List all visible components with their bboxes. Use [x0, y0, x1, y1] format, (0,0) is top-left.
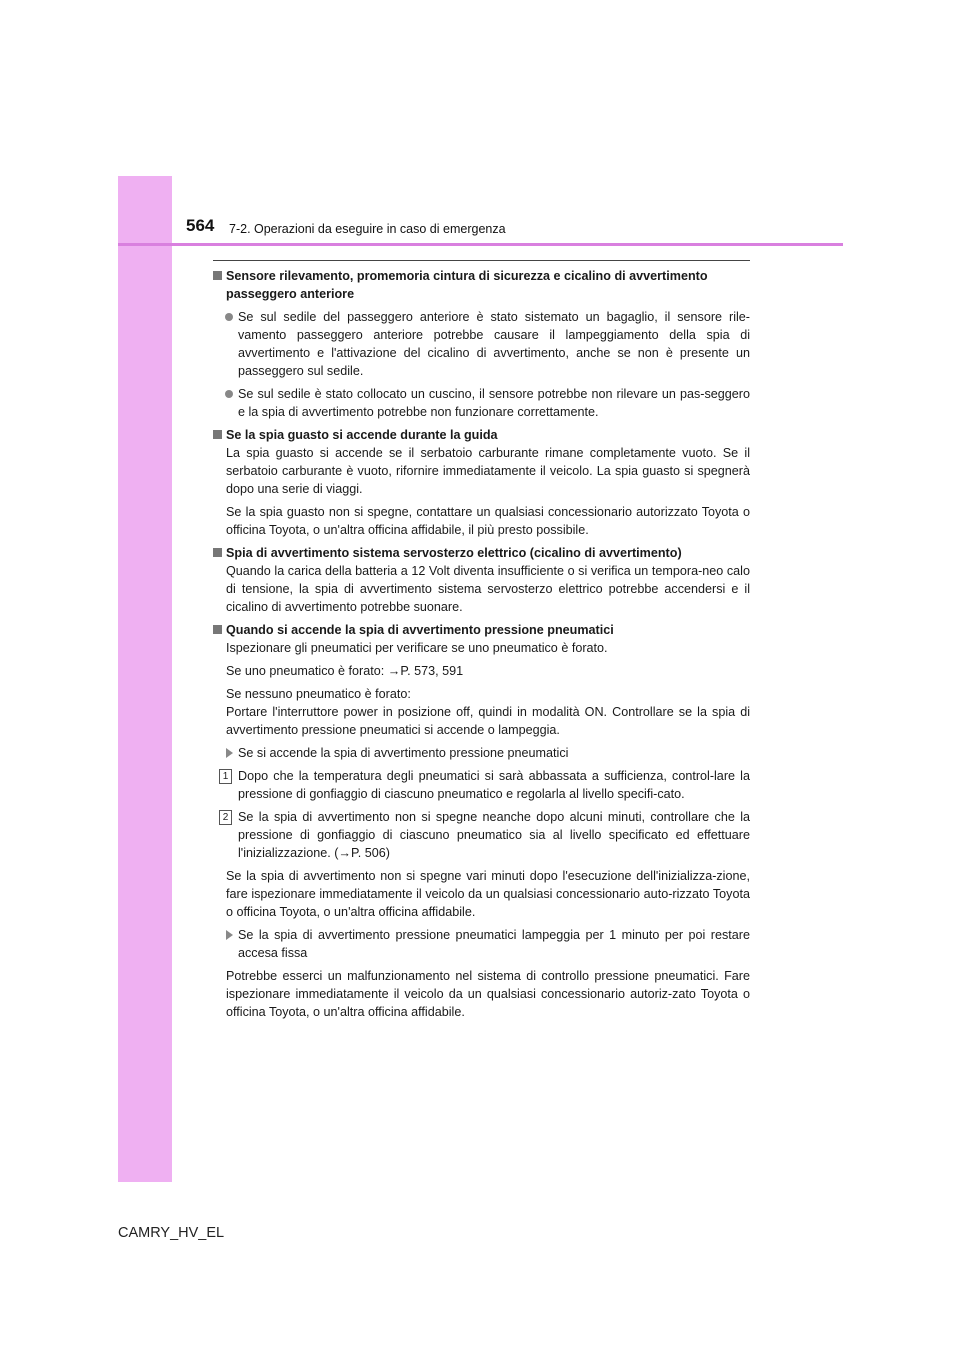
section-heading: Se la spia guasto si accende durante la guida	[213, 426, 750, 444]
triangle-arrow-icon	[226, 748, 233, 758]
bullet-item: Se sul sedile è stato collocato un cuscino, il sensore potrebbe non rilevare un pas-seggero e la spia di avvertimento potrebbe non funzionare correttamente.	[213, 385, 750, 421]
paragraph	[213, 685, 750, 739]
step-item: 2 Se la spia di avvertimento non si spegne neanche dopo alcuni minuti, controllare che la pressione di gonfiaggio di ciascuno pneumatico sia al livello specificato ed effettuare l'inizializzazione. (→P. 506)	[213, 808, 750, 862]
bullet-item: Se sul sedile del passeggero anteriore è stato sistemato un bagaglio, il sensore rile-vamento passeggero anteriore potrebbe causare il lampeggiamento della spia di avvertimento e l'attivazione del cicalino di avvertimento, anche se non è presente un passeggero sul sedile.	[213, 308, 750, 380]
paragraph: La spia guasto si accende se il serbatoio carburante rimane completamente vuoto. Se il serbatoio carburante è vuoto, rifornire immediatamente il veicolo. La spia guasto si spegnerà dopo una serie di viaggi.	[226, 446, 750, 496]
step-number-badge: 2	[219, 810, 232, 825]
section-heading: Sensore rilevamento, promemoria cintura di sicurezza e cicalino di avvertimento passeggero anteriore	[213, 267, 750, 303]
circle-bullet-icon	[225, 390, 233, 398]
triangle-arrow-icon	[226, 930, 233, 940]
page-number: 564	[186, 216, 215, 235]
square-bullet-icon	[213, 625, 222, 634]
paragraph-line: Se nessuno pneumatico è forato:	[226, 687, 411, 701]
footer-model-code: CAMRY_HV_EL	[118, 1225, 225, 1241]
square-bullet-icon	[213, 430, 222, 439]
section-heading: Quando si accende la spia di avvertimento pressione pneumatici	[213, 621, 750, 639]
square-bullet-icon	[213, 548, 222, 557]
section-heading: Spia di avvertimento sistema servosterzo elettrico (cicalino di avvertimento)	[213, 544, 750, 562]
step-number-badge: 1	[219, 769, 232, 784]
header-rule	[118, 243, 843, 246]
page-content	[213, 267, 750, 1021]
paragraph: Quando la carica della batteria a 12 Volt diventa insufficiente o si verifica un tempora-neo calo di tensione, la spia di avvertimento sistema servosterzo elettrico potrebbe accendersi e il cicalino di avvertimento potrebbe suonare.	[226, 564, 750, 614]
paragraph: Se la spia guasto non si spegne, contattare un qualsiasi concessionario autorizzato Toyota o officina Toyota, o un'altra officina affidabile, il più presto possibile.	[226, 505, 750, 537]
sub-condition: Se la spia di avvertimento pressione pneumatici lampeggia per 1 minuto per poi restare accesa fissa	[213, 926, 750, 962]
paragraph: Ispezionare gli pneumatici per verificare se uno pneumatico è forato.	[226, 641, 608, 655]
paragraph: Se la spia di avvertimento non si spegne vari minuti dopo l'esecuzione dell'inizializza-zione, fare ispezionare immediatamente il veicolo da un qualsiasi concessionario auto-rizzato Toyota o officina Toyota, o un'altra officina affidabile.	[226, 869, 750, 919]
content-rule	[213, 260, 750, 261]
square-bullet-icon	[213, 271, 222, 280]
chapter-sidebar-tab	[118, 176, 172, 1182]
circle-bullet-icon	[225, 313, 233, 321]
paragraph: Se uno pneumatico è forato: →P. 573, 591	[226, 664, 464, 678]
chapter-title: 7-2. Operazioni da eseguire in caso di emergenza	[229, 222, 506, 236]
paragraph: Potrebbe esserci un malfunzionamento nel sistema di controllo pressione pneumatici. Fare ispezionare immediatamente il veicolo da un qualsiasi concessionario autoriz-zato Toyota o officina Toyota, o un'altra officina affidabile.	[226, 969, 750, 1019]
paragraph-line: Portare l'interruttore power in posizione off, quindi in modalità ON. Controllare se la spia di avvertimento pressione pneumatici si accende o lampeggia.	[226, 705, 750, 737]
step-item: 1 Dopo che la temperatura degli pneumatici si sarà abbassata a sufficienza, control-lare la pressione di gonfiaggio di ciascuno pneumatico e regolarla al livello specifi-cato.	[213, 767, 750, 803]
sub-condition: Se si accende la spia di avvertimento pressione pneumatici	[213, 744, 750, 762]
